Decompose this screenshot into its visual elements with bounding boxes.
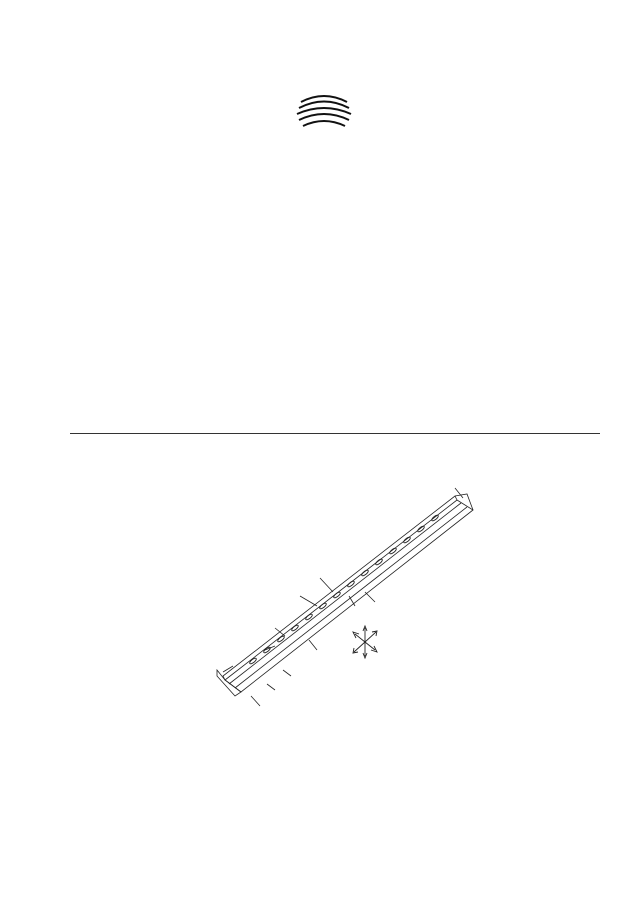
top-barcode xyxy=(366,86,588,101)
side-publication-number xyxy=(30,713,90,853)
section-divider xyxy=(70,433,600,434)
side-barcode xyxy=(7,398,55,698)
wipo-pct-logo xyxy=(281,86,367,148)
patent-figure xyxy=(205,480,495,720)
